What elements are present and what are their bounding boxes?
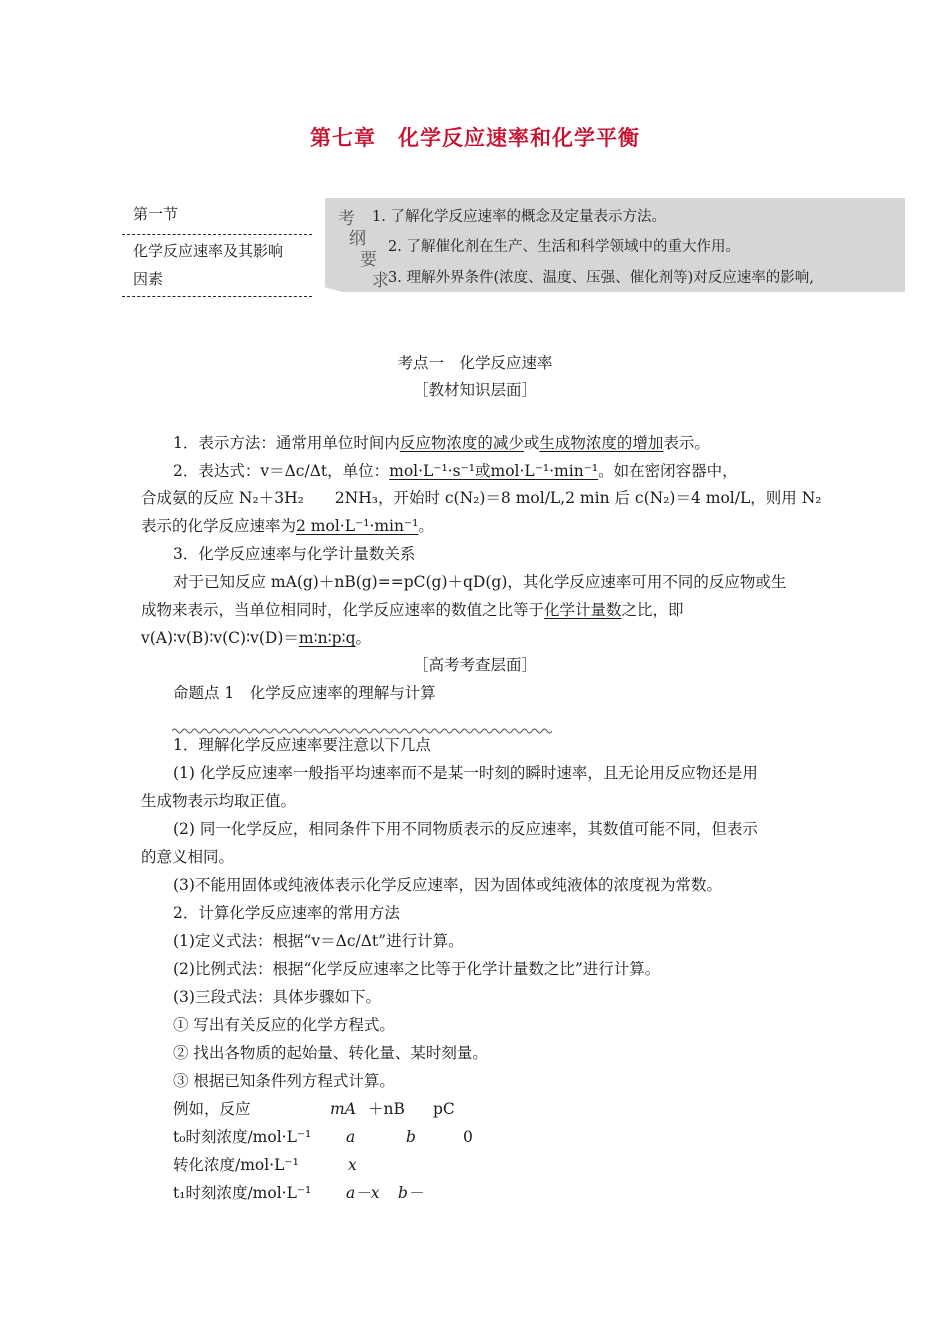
table-r2-c0: 转化浓度/mol·L⁻¹	[173, 1156, 299, 1174]
table-r3-c1: a－x	[346, 1184, 380, 1202]
section-divider-bottom	[122, 296, 312, 297]
tb-line-2: 2．表达式：v＝Δc/Δt，单位：mol·L⁻¹·s⁻¹或mol·L⁻¹·min⁻¹。如在密闭容器中，	[173, 462, 738, 480]
tb-line-6: 对于已知反应 mA(g)＋nB(g)==pC(g)＋qD(g)，其化学反应速率可用不同的反应物或生	[173, 573, 787, 591]
outline-side-char-3: 要	[360, 250, 377, 270]
outline-item-1: 1. 了解化学反应速率的概念及定量表示方法。	[372, 209, 666, 225]
textbook-layer-heading: ［教材知识层面］	[412, 381, 537, 399]
section-label: 第一节	[133, 205, 179, 223]
tb-blank-5: 化学计量数	[544, 601, 622, 619]
section-divider-top	[122, 234, 312, 235]
table-r3-c2: b－	[398, 1184, 424, 1202]
outline-side-char-2: 纲	[349, 229, 366, 249]
outline-side-char-4: 求	[372, 271, 389, 291]
exam-line-6: (3)不能用固体或纯液体表示化学反应速率，因为固体或纯液体的浓度视为常数。	[173, 876, 722, 894]
tb-line-1: 1．表示方法：通常用单位时间内反应物浓度的减少或生成物浓度的增加表示。	[173, 434, 710, 452]
tb-blank-3: mol·L⁻¹·s⁻¹或mol·L⁻¹·min⁻¹	[389, 462, 599, 480]
exam-line-1: 1．理解化学反应速率要注意以下几点	[173, 736, 431, 754]
section-name-line2: 因素	[133, 270, 164, 288]
exam-line-7: 2．计算化学反应速率的常用方法	[173, 904, 400, 922]
wavy-underline	[172, 727, 552, 735]
exam-layer-heading: ［高考考查层面］	[412, 656, 537, 674]
exam-line-13: ③ 根据已知条件列方程式计算。	[173, 1072, 395, 1090]
table-r0-c3: pC	[433, 1100, 455, 1118]
table-r1-c2: b	[406, 1128, 416, 1146]
tb-line-4: 表示的化学反应速率为2 mol·L⁻¹·min⁻¹。	[141, 517, 434, 535]
exam-line-12: ② 找出各物质的起始量、转化量、某时刻量。	[173, 1044, 488, 1062]
table-r1-c0: t₀时刻浓度/mol·L⁻¹	[173, 1128, 312, 1146]
exam-line-4: (2) 同一化学反应，相同条件下用不同物质表示的反应速率，其数值可能不同，但表示	[173, 820, 758, 838]
chapter-title: 第七章 化学反应速率和化学平衡	[310, 126, 640, 150]
exam-line-11: ① 写出有关反应的化学方程式。	[173, 1016, 395, 1034]
exam-line-9: (2)比例式法：根据“化学反应速率之比等于化学计量数之比”进行计算。	[173, 960, 661, 978]
tb-line-7: 成物来表示，当单位相同时，化学反应速率的数值之比等于化学计量数之比，即	[141, 601, 684, 619]
outline-side-char-1: 考	[338, 209, 355, 229]
tb-blank-1: 反应物浓度的减少	[399, 434, 524, 452]
table-r0-c1: mA	[330, 1100, 356, 1118]
outline-item-2: 2. 了解催化剂在生产、生活和科学领域中的重大作用。	[388, 239, 740, 255]
exam-line-8: (1)定义式法：根据“v＝Δc/Δt”进行计算。	[173, 932, 464, 950]
table-r0-c2: ＋nB	[368, 1100, 405, 1118]
tb-line-5: 3．化学反应速率与化学计量数关系	[173, 545, 416, 563]
tb-blank-2: 生成物浓度的增加	[539, 434, 664, 452]
exam-line-5: 的意义相同。	[141, 848, 235, 866]
table-r0-c0: 例如，反应	[173, 1100, 251, 1118]
tb-blank-4: 2 mol·L⁻¹·min⁻¹	[296, 517, 419, 535]
table-r2-c1: x	[348, 1156, 357, 1174]
table-r3-c0: t₁时刻浓度/mol·L⁻¹	[173, 1184, 312, 1202]
tb-blank-6: m∶n∶p∶q	[298, 629, 356, 647]
section-name-line1: 化学反应速率及其影响	[133, 242, 284, 260]
topic-title: 考点一 化学反应速率	[397, 354, 553, 372]
outline-item-3: 3. 理解外界条件(浓度、温度、压强、催化剂等)对反应速率的影响,	[388, 270, 814, 286]
tb-line-8: v(A)∶v(B)∶v(C)∶v(D)＝m∶n∶p∶q。	[141, 629, 372, 647]
exam-line-2: (1) 化学反应速率一般指平均速率而不是某一时刻的瞬时速率，且无论用反应物还是用	[173, 764, 758, 782]
table-r1-c1: a	[346, 1128, 356, 1146]
exam-line-3: 生成物表示均取正值。	[141, 792, 297, 810]
exam-point-title: 命题点 1 化学反应速率的理解与计算	[173, 684, 436, 702]
exam-line-10: (3)三段式法：具体步骤如下。	[173, 988, 381, 1006]
table-r1-c3: 0	[463, 1128, 473, 1146]
tb-line-3: 合成氨的反应 N₂＋3H₂ 2NH₃，开始时 c(N₂)＝8 mol/L,2 min 后 c(N₂)＝4 mol/L，则用 N₂	[141, 489, 822, 507]
